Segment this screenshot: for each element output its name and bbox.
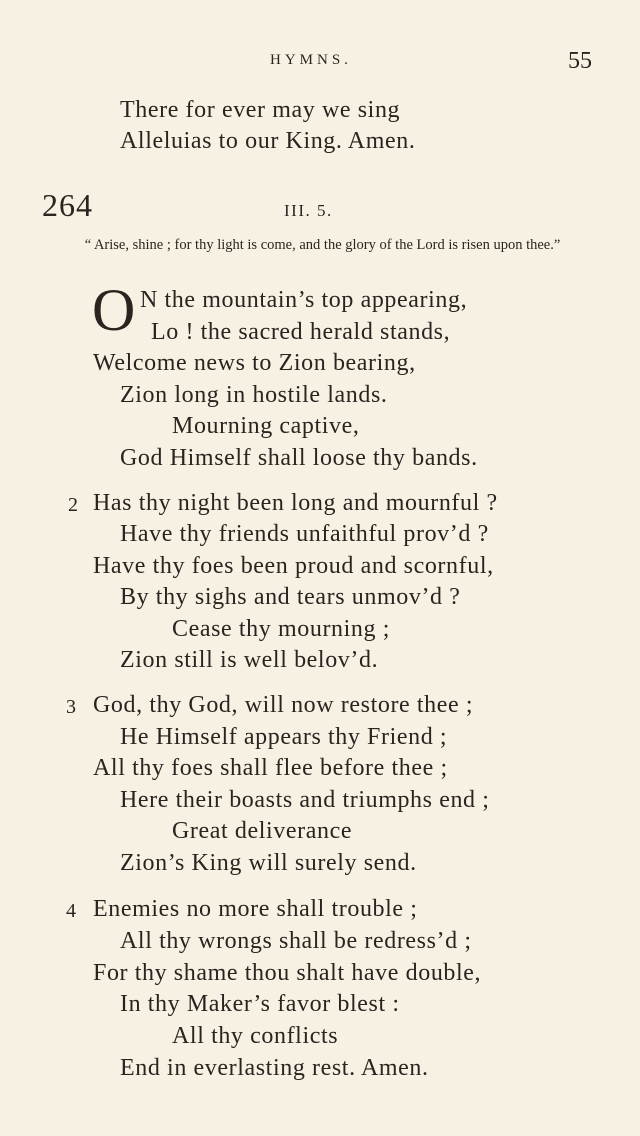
verse-line: Has thy night been long and mournful ?: [93, 490, 498, 516]
verse-line: Enemies no more shall trouble ;: [93, 896, 418, 922]
verse-number: 2: [68, 494, 78, 516]
verse-line: God Himself shall loose thy bands.: [120, 445, 478, 471]
previous-hymn-line: There for ever may we sing: [120, 97, 401, 123]
page-number: 55: [568, 48, 592, 74]
verse-line: For thy shame thou shalt have double,: [93, 960, 482, 986]
verse-line: End in everlasting rest. Amen.: [120, 1055, 429, 1081]
verse-line: He Himself appears thy Friend ;: [120, 724, 448, 750]
hymn-meter: III. 5.: [284, 201, 333, 220]
verse-line: Great deliverance: [172, 818, 353, 844]
verse-line: In thy Maker’s favor blest :: [120, 991, 400, 1017]
verse-line: Zion long in hostile lands.: [120, 382, 388, 408]
verse-line: Welcome news to Zion bearing,: [93, 350, 416, 376]
hymn-epigraph: “ Arise, shine ; for thy light is come, and the glory of the Lord is risen upon thee.”: [84, 237, 561, 253]
verse-line: Have thy friends unfaithful prov’d ?: [120, 521, 489, 547]
verse-line: Zion’s King will surely send.: [120, 850, 417, 876]
verse-number: 3: [66, 696, 76, 718]
hymn-number: 264: [42, 187, 93, 223]
verse-line: Cease thy mourning ;: [172, 616, 390, 642]
verse-line: All thy conflicts: [172, 1023, 339, 1049]
verse-number: 4: [66, 900, 76, 922]
verse-line: All thy foes shall flee before thee ;: [93, 755, 448, 781]
verse-line: Lo ! the sacred herald stands,: [151, 319, 451, 345]
verse-line: All thy wrongs shall be redress’d ;: [120, 928, 472, 954]
verse-line: Here their boasts and triumphs end ;: [120, 787, 490, 813]
verse-line: Have thy foes been proud and scornful,: [93, 553, 494, 579]
verse-line: By thy sighs and tears unmov’d ?: [120, 584, 461, 610]
previous-hymn-line: Alleluias to our King. Amen.: [120, 128, 416, 154]
running-head: HYMNS.: [270, 52, 352, 68]
verse-line: Mourning captive,: [172, 413, 360, 439]
drop-cap: O: [92, 277, 136, 343]
verse-line: God, thy God, will now restore thee ;: [93, 692, 474, 718]
verse-line: Zion still is well belov’d.: [120, 647, 379, 673]
verse-line: N the mountain’s top appearing,: [140, 287, 468, 313]
